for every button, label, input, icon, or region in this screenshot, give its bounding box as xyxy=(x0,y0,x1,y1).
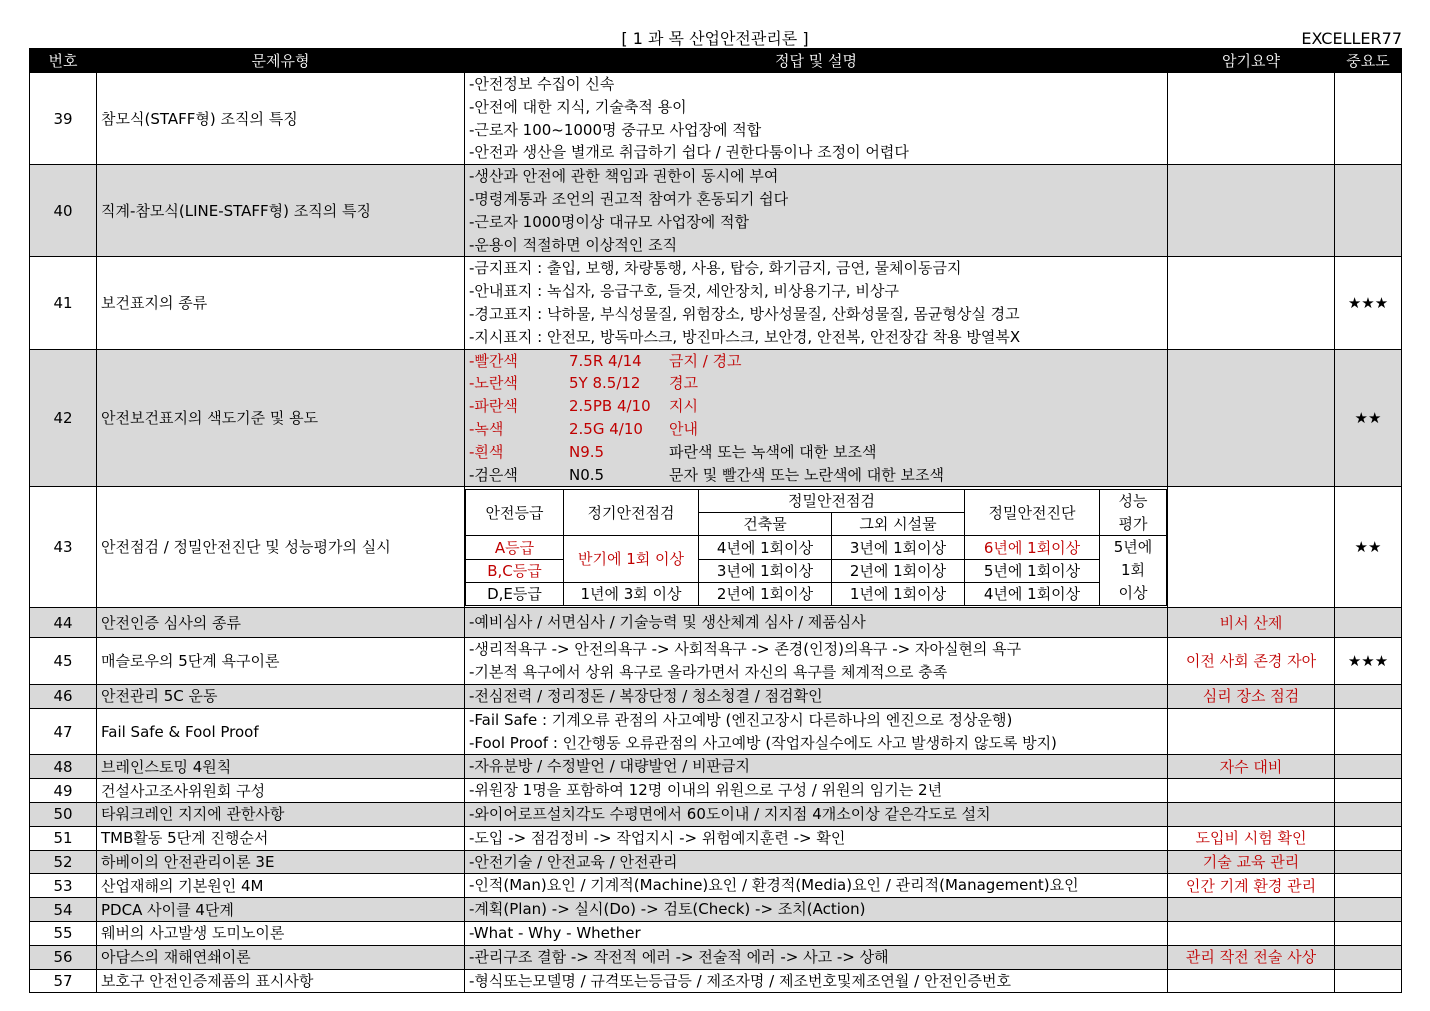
other-de: 1년에 1회이상 xyxy=(832,582,965,605)
memo-summary: 심리 장소 점검 xyxy=(1168,684,1335,708)
importance-stars xyxy=(1335,608,1402,638)
diag-bc: 5년에 1회이상 xyxy=(965,559,1100,582)
answer-line: -명령계통과 조언의 권고적 참여가 혼동되기 쉽다 xyxy=(469,189,789,208)
answer-cell xyxy=(465,684,1168,708)
table-row xyxy=(30,708,1402,755)
inspection-header-diagnosis: 정밀안전진단 xyxy=(965,489,1100,536)
table-row xyxy=(30,802,1402,826)
perf-2: 1회 xyxy=(1120,561,1146,580)
row-number: 46 xyxy=(30,684,97,708)
memo-summary xyxy=(1168,802,1335,826)
answer-line: -전심전력 / 정리정돈 / 복장단정 / 청소청결 / 점검확인 xyxy=(469,686,823,705)
question-type: TMB활동 5단계 진행순서 xyxy=(97,826,465,850)
diag-de: 4년에 1회이상 xyxy=(965,582,1100,605)
answer-line: -경고표지 : 낙하물, 부식성물질, 위험장소, 방사성물질, 산화성물질, 몸균형상실 경고 xyxy=(469,304,1020,323)
importance-stars xyxy=(1335,969,1402,993)
perf-label-1: 성능 xyxy=(1118,491,1148,510)
performance-cycle xyxy=(1100,536,1167,605)
answer-line: -What - Why - Whether xyxy=(469,923,641,942)
question-type: 참모식(STAFF형) 조직의 특징 xyxy=(97,73,465,165)
answer-line: -안내표지 : 녹십자, 응급구호, 들것, 세안장치, 비상용기구, 비상구 xyxy=(469,282,899,301)
importance-stars xyxy=(1335,874,1402,898)
regular-de: 1년에 3회 이상 xyxy=(564,582,699,605)
col-header-number: 번호 xyxy=(30,49,97,73)
inspection-header-grade: 안전등급 xyxy=(466,489,564,536)
color-standard-use: 지시 xyxy=(669,397,698,416)
table-row xyxy=(30,874,1402,898)
memo-summary: 이전 사회 존경 자아 xyxy=(1168,638,1335,685)
answer-cell xyxy=(465,487,1168,608)
question-type: 산업재해의 기본원인 4M xyxy=(97,874,465,898)
row-number: 43 xyxy=(30,487,97,608)
table-row xyxy=(30,826,1402,850)
importance-stars xyxy=(1335,779,1402,803)
importance-stars xyxy=(1335,802,1402,826)
memo-summary xyxy=(1168,487,1335,608)
col-header-type: 문제유형 xyxy=(97,49,465,73)
other-a: 3년에 1회이상 xyxy=(832,536,965,559)
answer-line: -기본적 욕구에서 상위 욕구로 올라가면서 자신의 욕구를 체계적으로 충족 xyxy=(469,663,948,682)
table-row xyxy=(30,684,1402,708)
table-row xyxy=(30,349,1402,487)
answer-line: -금지표지 : 출입, 보행, 차량통행, 사용, 탑승, 화기금지, 금연, 물체이동금지 xyxy=(469,259,962,278)
question-type: 하베이의 안전관리이론 3E xyxy=(97,850,465,874)
question-type: 직계-참모식(LINE-STAFF형) 조직의 특징 xyxy=(97,165,465,257)
answer-line: -지시표지 : 안전모, 방독마스크, 방진마스크, 보안경, 안전복, 안전장갑 착용 방열복X xyxy=(469,327,1021,346)
page-title: [ 1 과 목 산업안전관리론 ] xyxy=(621,29,809,48)
row-number: 53 xyxy=(30,874,97,898)
question-type: 웨버의 사고발생 도미노이론 xyxy=(97,921,465,945)
inspection-header-precise: 정밀안전점검 xyxy=(699,489,965,512)
diag-a: 6년에 1회이상 xyxy=(965,536,1100,559)
importance-stars xyxy=(1335,921,1402,945)
answer-line: -근로자 100~1000명 중규모 사업장에 적합 xyxy=(469,120,762,139)
summary-table xyxy=(29,48,1402,993)
row-number: 44 xyxy=(30,608,97,638)
memo-summary xyxy=(1168,708,1335,755)
memo-summary: 도입비 시험 확인 xyxy=(1168,826,1335,850)
row-number: 45 xyxy=(30,638,97,685)
table-row xyxy=(30,487,1402,608)
memo-summary xyxy=(1168,257,1335,349)
importance-stars xyxy=(1335,945,1402,969)
answer-line: -자유분방 / 수정발언 / 대량발언 / 비판금지 xyxy=(469,757,751,776)
row-number: 54 xyxy=(30,898,97,922)
answer-line: -인적(Man)요인 / 기계적(Machine)요인 / 환경적(Media)요인 / 관리적(Management)요인 xyxy=(469,876,1079,895)
color-standard-code: N0.5 xyxy=(569,465,605,484)
header-row xyxy=(30,49,1402,73)
answer-cell xyxy=(465,755,1168,779)
col-header-answer: 정답 및 설명 xyxy=(465,49,1168,73)
regular-ab: 반기에 1회 이상 xyxy=(564,536,699,582)
col-header-importance: 중요도 xyxy=(1335,49,1402,73)
color-standard-name: -검은색 xyxy=(469,465,518,484)
answer-line: -Fail Safe : 기계오류 관점의 사고예방 (엔진고장시 다른하나의 엔진으로 정상운행) xyxy=(469,710,1013,729)
memo-summary xyxy=(1168,349,1335,487)
color-standard-code: 2.5G 4/10 xyxy=(569,419,643,438)
other-bc: 2년에 1회이상 xyxy=(832,559,965,582)
color-standard-use: 문자 및 빨간색 또는 노란색에 대한 보조색 xyxy=(669,465,944,484)
table-row xyxy=(30,165,1402,257)
answer-line: -안전과 생산을 별개로 취급하기 쉽다 / 권한다툼이나 조정이 어렵다 xyxy=(469,143,909,162)
answer-line: -생리적욕구 -> 안전의욕구 -> 사회적욕구 -> 존경(인정)의욕구 -> 자아실현의 욕구 xyxy=(469,640,1022,659)
answer-cell xyxy=(465,638,1168,685)
table-row xyxy=(30,608,1402,638)
question-type: 타워크레인 지지에 관한사항 xyxy=(97,802,465,826)
answer-cell xyxy=(465,165,1168,257)
answer-cell xyxy=(465,779,1168,803)
row-number: 56 xyxy=(30,945,97,969)
table-row xyxy=(30,969,1402,993)
question-type: Fail Safe & Fool Proof xyxy=(97,708,465,755)
answer-cell xyxy=(465,73,1168,165)
memo-summary: 관리 작전 전술 사상 xyxy=(1168,945,1335,969)
color-standard-name: -파란색 xyxy=(469,397,518,416)
col-header-memo: 암기요약 xyxy=(1168,49,1335,73)
memo-summary: 인간 기계 환경 관리 xyxy=(1168,874,1335,898)
answer-line: -예비심사 / 서면심사 / 기술능력 및 생산체계 심사 / 제품심사 xyxy=(469,613,866,632)
row-number: 50 xyxy=(30,802,97,826)
importance-stars xyxy=(1335,850,1402,874)
building-de: 2년에 1회이상 xyxy=(699,582,832,605)
importance-stars xyxy=(1335,73,1402,165)
importance-stars xyxy=(1335,165,1402,257)
answer-line: -근로자 1000명이상 대규모 사업장에 적합 xyxy=(469,212,750,231)
table-row xyxy=(30,755,1402,779)
row-number: 52 xyxy=(30,850,97,874)
answer-line: -관리구조 결함 -> 작전적 에러 -> 전술적 에러 -> 사고 -> 상해 xyxy=(469,947,889,966)
importance-stars xyxy=(1335,826,1402,850)
answer-cell xyxy=(465,708,1168,755)
answer-line: -운용이 적절하면 이상적인 조직 xyxy=(469,235,678,254)
row-number: 40 xyxy=(30,165,97,257)
author-label: EXCELLER77 xyxy=(1301,29,1402,48)
answer-cell xyxy=(465,802,1168,826)
table-row xyxy=(30,638,1402,685)
memo-summary: 기술 교육 관리 xyxy=(1168,850,1335,874)
answer-line: -도입 -> 점검정비 -> 작업지시 -> 위험예지훈련 -> 확인 xyxy=(469,828,846,847)
inspection-header-building: 건축물 xyxy=(699,513,832,536)
row-number: 49 xyxy=(30,779,97,803)
grade-bc: B,C등급 xyxy=(466,559,564,582)
answer-line: -와이어로프설치각도 수평면에서 60도이내 / 지지점 4개소이상 같은각도로 설치 xyxy=(469,804,991,823)
importance-stars: ★★ xyxy=(1335,487,1402,608)
row-number: 41 xyxy=(30,257,97,349)
question-type: 매슬로우의 5단계 욕구이론 xyxy=(97,638,465,685)
color-standard-use: 경고 xyxy=(669,374,698,393)
color-standard-use: 안내 xyxy=(669,419,698,438)
row-number: 47 xyxy=(30,708,97,755)
answer-line: -Fool Proof : 인간행동 오류관점의 사고예방 (작업자실수에도 사고 발생하지 않도록 방지) xyxy=(469,733,1057,752)
answer-cell xyxy=(465,921,1168,945)
grade-de: D,E등급 xyxy=(466,582,564,605)
color-standard-name: -흰색 xyxy=(469,442,504,461)
question-type: 브레인스토밍 4원칙 xyxy=(97,755,465,779)
perf-label-2: 평가 xyxy=(1118,514,1148,533)
memo-summary xyxy=(1168,969,1335,993)
building-a: 4년에 1회이상 xyxy=(699,536,832,559)
answer-cell xyxy=(465,349,1168,487)
memo-summary xyxy=(1168,921,1335,945)
answer-cell xyxy=(465,969,1168,993)
answer-line: -안전정보 수집이 신속 xyxy=(469,75,615,93)
answer-cell xyxy=(465,826,1168,850)
perf-3: 이상 xyxy=(1118,584,1148,603)
question-type: 안전점검 / 정밀안전진단 및 성능평가의 실시 xyxy=(97,487,465,608)
answer-cell xyxy=(465,608,1168,638)
color-standard-code: 2.5PB 4/10 xyxy=(569,397,651,416)
answer-cell xyxy=(465,850,1168,874)
table-row xyxy=(30,779,1402,803)
perf-1: 5년에 xyxy=(1113,538,1153,557)
row-number: 55 xyxy=(30,921,97,945)
question-type: 안전인증 심사의 종류 xyxy=(97,608,465,638)
answer-line: -형식또는모델명 / 규격또는등급등 / 제조자명 / 제조번호및제조연월 / 안전인증번호 xyxy=(469,971,1011,990)
inspection-header-other: 그외 시설물 xyxy=(832,513,965,536)
inspection-table xyxy=(465,489,1167,606)
row-number: 39 xyxy=(30,73,97,165)
answer-line: -위원장 1명을 포함하여 12명 이내의 위원으로 구성 / 위원의 임기는 2년 xyxy=(469,781,943,800)
row-number: 51 xyxy=(30,826,97,850)
memo-summary xyxy=(1168,73,1335,165)
color-standard-code: 5Y 8.5/12 xyxy=(569,374,641,393)
color-standard-use: 파란색 또는 녹색에 대한 보조색 xyxy=(669,442,877,461)
memo-summary xyxy=(1168,779,1335,803)
question-type: 보호구 안전인증제품의 표시사항 xyxy=(97,969,465,993)
question-type: PDCA 사이클 4단계 xyxy=(97,898,465,922)
table-row xyxy=(30,921,1402,945)
importance-stars: ★★ xyxy=(1335,349,1402,487)
answer-cell xyxy=(465,257,1168,349)
answer-cell xyxy=(465,898,1168,922)
memo-summary: 자수 대비 xyxy=(1168,755,1335,779)
table-row xyxy=(30,945,1402,969)
color-standard-name: -빨간색 xyxy=(469,351,518,370)
table-row xyxy=(30,898,1402,922)
importance-stars xyxy=(1335,708,1402,755)
table-row xyxy=(30,850,1402,874)
answer-cell xyxy=(465,874,1168,898)
importance-stars: ★★★ xyxy=(1335,257,1402,349)
importance-stars xyxy=(1335,898,1402,922)
color-standard-code: 7.5R 4/14 xyxy=(569,351,642,370)
answer-cell xyxy=(465,945,1168,969)
color-standard-code: N9.5 xyxy=(569,442,605,461)
importance-stars xyxy=(1335,684,1402,708)
row-number: 57 xyxy=(30,969,97,993)
inspection-header-regular: 정기안전점검 xyxy=(564,489,699,536)
importance-stars xyxy=(1335,755,1402,779)
answer-line: -안전기술 / 안전교육 / 안전관리 xyxy=(469,852,678,871)
memo-summary xyxy=(1168,898,1335,922)
inspection-header-performance xyxy=(1100,489,1167,536)
question-type: 보건표지의 종류 xyxy=(97,257,465,349)
question-type: 아담스의 재해연쇄이론 xyxy=(97,945,465,969)
question-type: 안전관리 5C 운동 xyxy=(97,684,465,708)
color-standard-name: -녹색 xyxy=(469,419,504,438)
answer-line: -생산과 안전에 관한 책임과 권한이 동시에 부여 xyxy=(469,167,779,186)
memo-summary xyxy=(1168,165,1335,257)
building-bc: 3년에 1회이상 xyxy=(699,559,832,582)
answer-line: -계획(Plan) -> 실시(Do) -> 검토(Check) -> 조치(Action) xyxy=(469,900,866,919)
row-number: 42 xyxy=(30,349,97,487)
question-type: 안전보건표지의 색도기준 및 용도 xyxy=(97,349,465,487)
color-standard-name: -노란색 xyxy=(469,374,518,393)
grade-a: A등급 xyxy=(466,536,564,559)
question-type: 건설사고조사위원회 구성 xyxy=(97,779,465,803)
row-number: 48 xyxy=(30,755,97,779)
table-row xyxy=(30,73,1402,165)
table-row xyxy=(30,257,1402,349)
memo-summary: 비서 산제 xyxy=(1168,608,1335,638)
answer-line: -안전에 대한 지식, 기술축적 용이 xyxy=(469,97,687,116)
importance-stars: ★★★ xyxy=(1335,638,1402,685)
color-standard-use: 금지 / 경고 xyxy=(669,351,742,370)
